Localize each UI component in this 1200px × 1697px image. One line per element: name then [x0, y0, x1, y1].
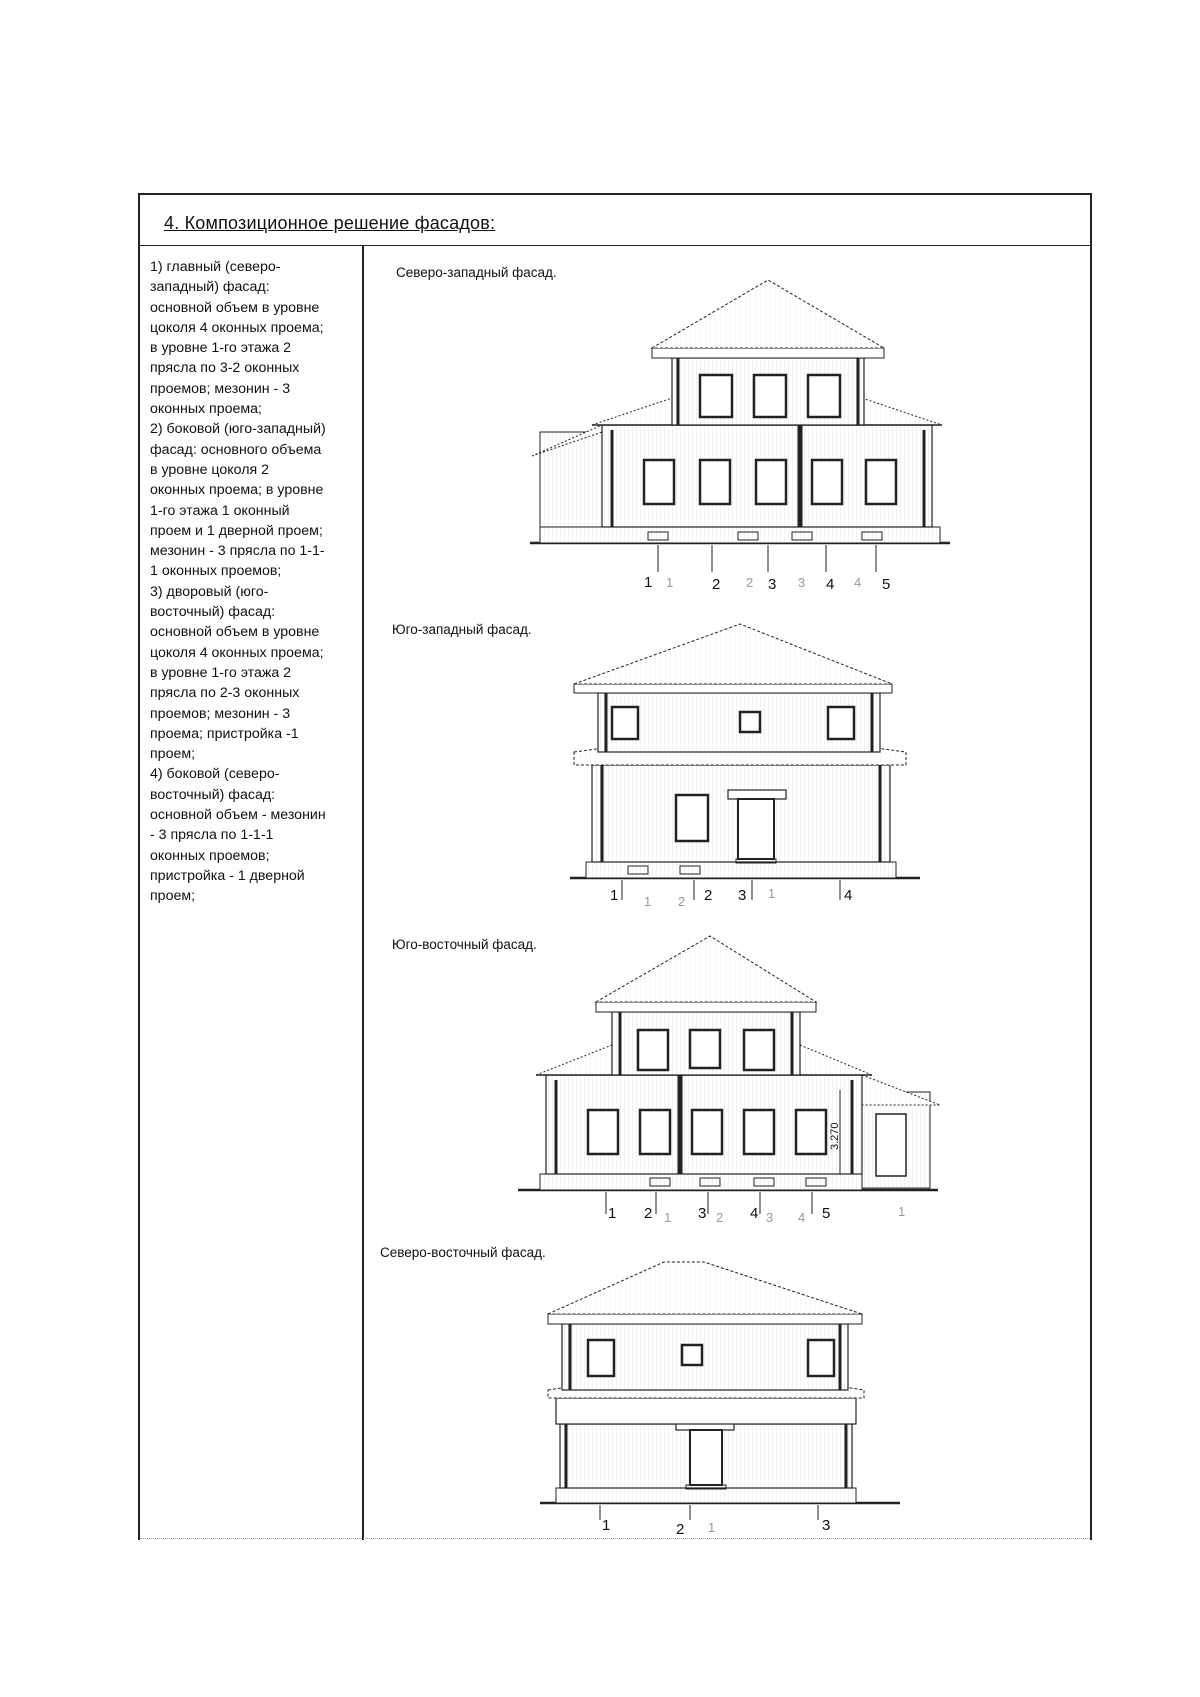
marker-se-5: 5	[822, 1205, 831, 1222]
marker-nw-4b: 4	[854, 575, 862, 590]
marker-ne-3: 3	[822, 1517, 831, 1534]
marker-se-3: 3	[698, 1205, 707, 1222]
marker-nw-4: 4	[826, 576, 835, 593]
marker-ne-2b: 1	[708, 1520, 716, 1535]
facade-northwest-drawing	[530, 280, 950, 572]
marker-nw-3: 3	[768, 576, 777, 593]
facade-title-northeast: Северо-восточный фасад.	[380, 1245, 546, 1260]
marker-sw-3: 3	[738, 887, 747, 904]
facade-northeast-drawing	[540, 1262, 900, 1520]
marker-se-3b: 2	[716, 1210, 724, 1225]
facade-title-southwest: Юго-западный фасад.	[392, 622, 532, 637]
facade-description-text: 1) главный (северо- западный) фасад: основной объем в уровне цоколя 4 оконных проема; в уровне 1-го этажа 2 прясла по 3-2 оконных проемов; мезонин - 3 оконных проема; 2) боковой (юго-западный) фасад: основного объема в уровне цоколя 2 оконных проема; в уровне 1-го этажа 1 оконный проем и 1 дверной проем; мезонин - 3 прясла по 1-1- 1 оконных проемов; 3) дворовый (юго- восточный) фасад: основной объем в уровне цоколя 4 оконных проема; в уровне 1-го этажа 2 прясла по 2-3 оконных проемов; мезонин - 3 проема; пристройка -1 проем; 4) боковой (северо- восточный) фасад: основной объем - мезонин - 3 прясла по 1-1-1 оконных проемов; пристройка - 1 дверной проем;	[150, 259, 326, 905]
dimension-label: 3.270	[829, 1122, 841, 1150]
marker-se-1b: 1	[898, 1204, 906, 1219]
marker-se-2b: 1	[664, 1210, 672, 1225]
facade-southwest-drawing	[570, 624, 920, 900]
marker-se-2: 2	[644, 1205, 653, 1222]
facade-title-southeast: Юго-восточный фасад.	[392, 937, 537, 952]
marker-sw-1b: 1	[644, 894, 652, 909]
marker-ne-2: 2	[676, 1521, 685, 1538]
facade-title-northwest: Северо-западный фасад.	[396, 265, 557, 280]
marker-sw-1: 1	[610, 887, 619, 904]
facade-southeast-drawing	[518, 936, 940, 1214]
marker-sw-4: 4	[844, 887, 853, 904]
section-title: 4. Композиционное решение фасадов:	[164, 213, 496, 233]
marker-sw-2b: 2	[678, 894, 686, 909]
marker-nw-1b: 1	[666, 575, 674, 590]
marker-ne-1: 1	[602, 1517, 611, 1534]
marker-se-4b: 3	[766, 1210, 774, 1225]
marker-sw-3b: 1	[768, 886, 776, 901]
marker-nw-3b: 3	[798, 575, 806, 590]
marker-nw-2b: 2	[746, 575, 754, 590]
marker-nw-1: 1	[644, 574, 653, 591]
marker-sw-2: 2	[704, 887, 713, 904]
marker-nw-5: 5	[882, 576, 891, 593]
marker-se-4c: 4	[798, 1210, 806, 1225]
marker-se-1: 1	[608, 1205, 617, 1222]
marker-nw-2: 2	[712, 576, 721, 593]
marker-se-4: 4	[750, 1205, 759, 1222]
